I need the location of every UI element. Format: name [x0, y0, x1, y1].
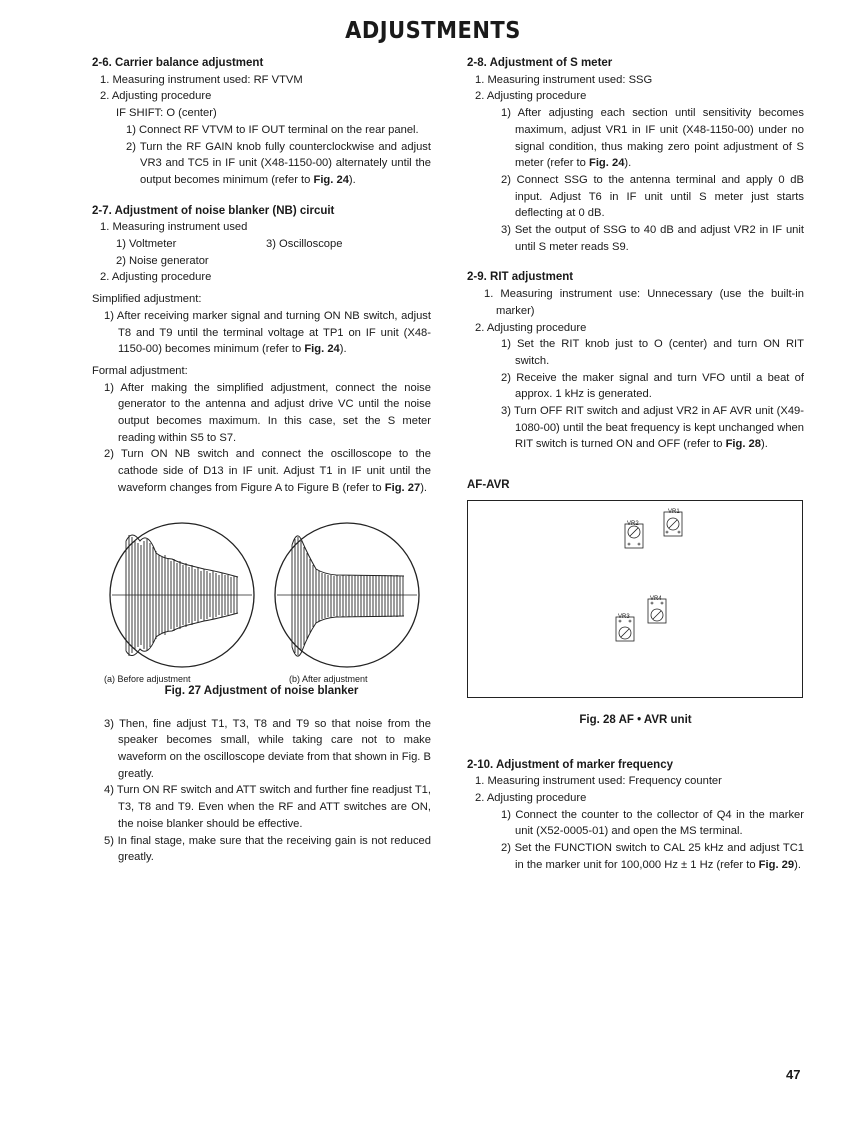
- s28-procedure: 2. Adjusting procedure: [475, 90, 587, 103]
- vr3-pot: [616, 617, 634, 641]
- vr4-label: VR4: [650, 595, 662, 602]
- vr4-pot: [648, 599, 666, 623]
- s29-step-3: 3) Turn OFF RIT switch and adjust VR2 in AF AVR unit (X49-1080-00) until the beat frequency is kept unchanged when RIT switch is turned ON and OFF (refer to Fig. 28).: [501, 405, 804, 451]
- section-2-6-heading: 2-6. Carrier balance adjustment: [92, 57, 264, 69]
- s210-step-2: 2) Set the FUNCTION switch to CAL 25 kHz and adjust TC1 in the marker unit for 100,000 Hz ± 1 Hz (refer to Fig. 29).: [501, 842, 804, 871]
- vr2-label: VR2: [627, 520, 639, 527]
- waveform-before: [126, 535, 237, 656]
- s27-instrument-list: 1) Voltmeter 3) Oscilloscope: [116, 238, 343, 251]
- fig-27a-label: (a) Before adjustment: [104, 673, 191, 684]
- s26-instrument: 1. Measuring instrument used: RF VTVM: [100, 73, 303, 86]
- s29-step-2: 2) Receive the maker signal and turn VFO until a beat of approx. 1 kHz is generated.: [501, 371, 804, 401]
- formal-step-2: 2) Turn ON NB switch and connect the oscilloscope to the cathode side of D13 in IF unit. Adjust T1 in IF unit until the waveform changes from Figure A to Figure B (refer to Fig. 27).: [104, 448, 431, 494]
- s27-noise-generator: 2) Noise generator: [116, 254, 209, 267]
- section-2-10-heading: 2-10. Adjustment of marker frequency: [467, 758, 673, 771]
- s210-instrument: 1. Measuring instrument used: Frequency counter: [475, 775, 722, 788]
- vr3-label: VR3: [618, 613, 630, 620]
- s28-step-1: 1) After adjusting each section until sensitivity becomes maximum, adjust VR1 in IF unit (X48-1150-00) under no signal condition, thus making zero point adjustment of S meter (refer to Fig. 24).: [501, 107, 804, 170]
- page-title: ADJUSTMENTS: [345, 16, 521, 44]
- af-avr-label: AF-AVR: [467, 479, 510, 492]
- s210-step-1: 1) Connect the counter to the collector of Q4 in the marker unit (X52-0005-01) and open the MS terminal.: [501, 808, 804, 838]
- s26-step-2: 2) Turn the RF GAIN knob fully counterclockwise and adjust VR3 and TC5 in IF unit (X48-1150-00) alternately until the output becomes minimum (refer to Fig. 24).: [126, 140, 431, 186]
- s26-procedure: 2. Adjusting procedure: [100, 90, 212, 103]
- s26-if-shift: IF SHIFT: O (center): [116, 107, 217, 120]
- page-number: 47: [786, 1067, 801, 1082]
- s28-step-2: 2) Connect SSG to the antenna terminal and apply 0 dB input. Adjust T6 in IF unit until S meter just starts deflecting at 0 dB.: [501, 173, 804, 220]
- left-column: [92, 55, 431, 866]
- waveform-diagram: [92, 511, 431, 671]
- s29-instrument: 1. Measuring instrument use: Unnecessary (use the built-in marker): [484, 288, 804, 317]
- section-2-8-heading: 2-8. Adjustment of S meter: [467, 57, 613, 69]
- envelope-top-a: [126, 535, 238, 577]
- simplified-heading: Simplified adjustment:: [92, 293, 202, 306]
- vr1-pot: [664, 512, 682, 536]
- fig-28-caption: Fig. 28 AF • AVR unit: [579, 713, 692, 726]
- s29-step-1: 1) Set the RIT knob just to O (center) and turn ON RIT switch.: [501, 338, 804, 367]
- af-avr-layout: [468, 501, 802, 697]
- vr1-label: VR1: [668, 508, 680, 515]
- formal-step-5: 5) In final stage, make sure that the receiving gain is not reduced greatly.: [104, 834, 431, 864]
- fig-27-waveforms: [92, 511, 431, 696]
- envelope-top-b: [292, 535, 404, 575]
- right-column: [467, 55, 804, 874]
- formal-heading: Formal adjustment:: [92, 364, 188, 377]
- s210-procedure: 2. Adjusting procedure: [475, 791, 587, 804]
- simplified-step-1: 1) After receiving marker signal and turning ON NB switch, adjust T8 and T9 until the terminal voltage at TP1 on IF unit (X48-1150-00) becomes minimum (refer to Fig. 24).: [104, 309, 431, 356]
- s26-step-1: 1) Connect RF VTVM to IF OUT terminal on the rear panel.: [126, 123, 419, 136]
- envelope-bottom-a: [126, 613, 238, 656]
- s27-procedure: 2. Adjusting procedure: [100, 271, 212, 284]
- envelope-bottom-b: [292, 616, 404, 656]
- s28-step-3: 3) Set the output of SSG to 40 dB and adjust VR2 in IF unit until S meter reads S9.: [501, 224, 804, 253]
- section-2-7-heading: 2-7. Adjustment of noise blanker (NB) circuit: [92, 204, 335, 217]
- fig-27-caption: Fig. 27 Adjustment of noise blanker: [164, 684, 359, 697]
- formal-step-3: 3) Then, fine adjust T1, T3, T8 and T9 so that noise from the speaker becomes small, while taking care not to make waveform on the oscilloscope deviate from that shown in Fig. B greatly.: [104, 717, 431, 780]
- s29-procedure: 2. Adjusting procedure: [475, 321, 587, 334]
- formal-step-1: 1) After making the simplified adjustment, connect the noise generator to the antenna and adjust drive VC until the noise output becomes maximum. In this case, set the S meter reading within S5 to S7.: [104, 381, 431, 444]
- af-avr-board: [467, 500, 803, 698]
- s27-instrument: 1. Measuring instrument used: [100, 221, 248, 234]
- vr2-pot: [625, 524, 643, 548]
- fig-27b-label: (b) After adjustment: [289, 673, 368, 684]
- section-2-9-heading: 2-9. RIT adjustment: [467, 271, 574, 284]
- formal-step-4: 4) Turn ON RF switch and ATT switch and further fine readjust T1, T3, T8 and T9. Even when the RF and ATT switches are ON, the noise blanker should be effective.: [104, 784, 431, 830]
- s28-instrument: 1. Measuring instrument used: SSG: [475, 73, 653, 86]
